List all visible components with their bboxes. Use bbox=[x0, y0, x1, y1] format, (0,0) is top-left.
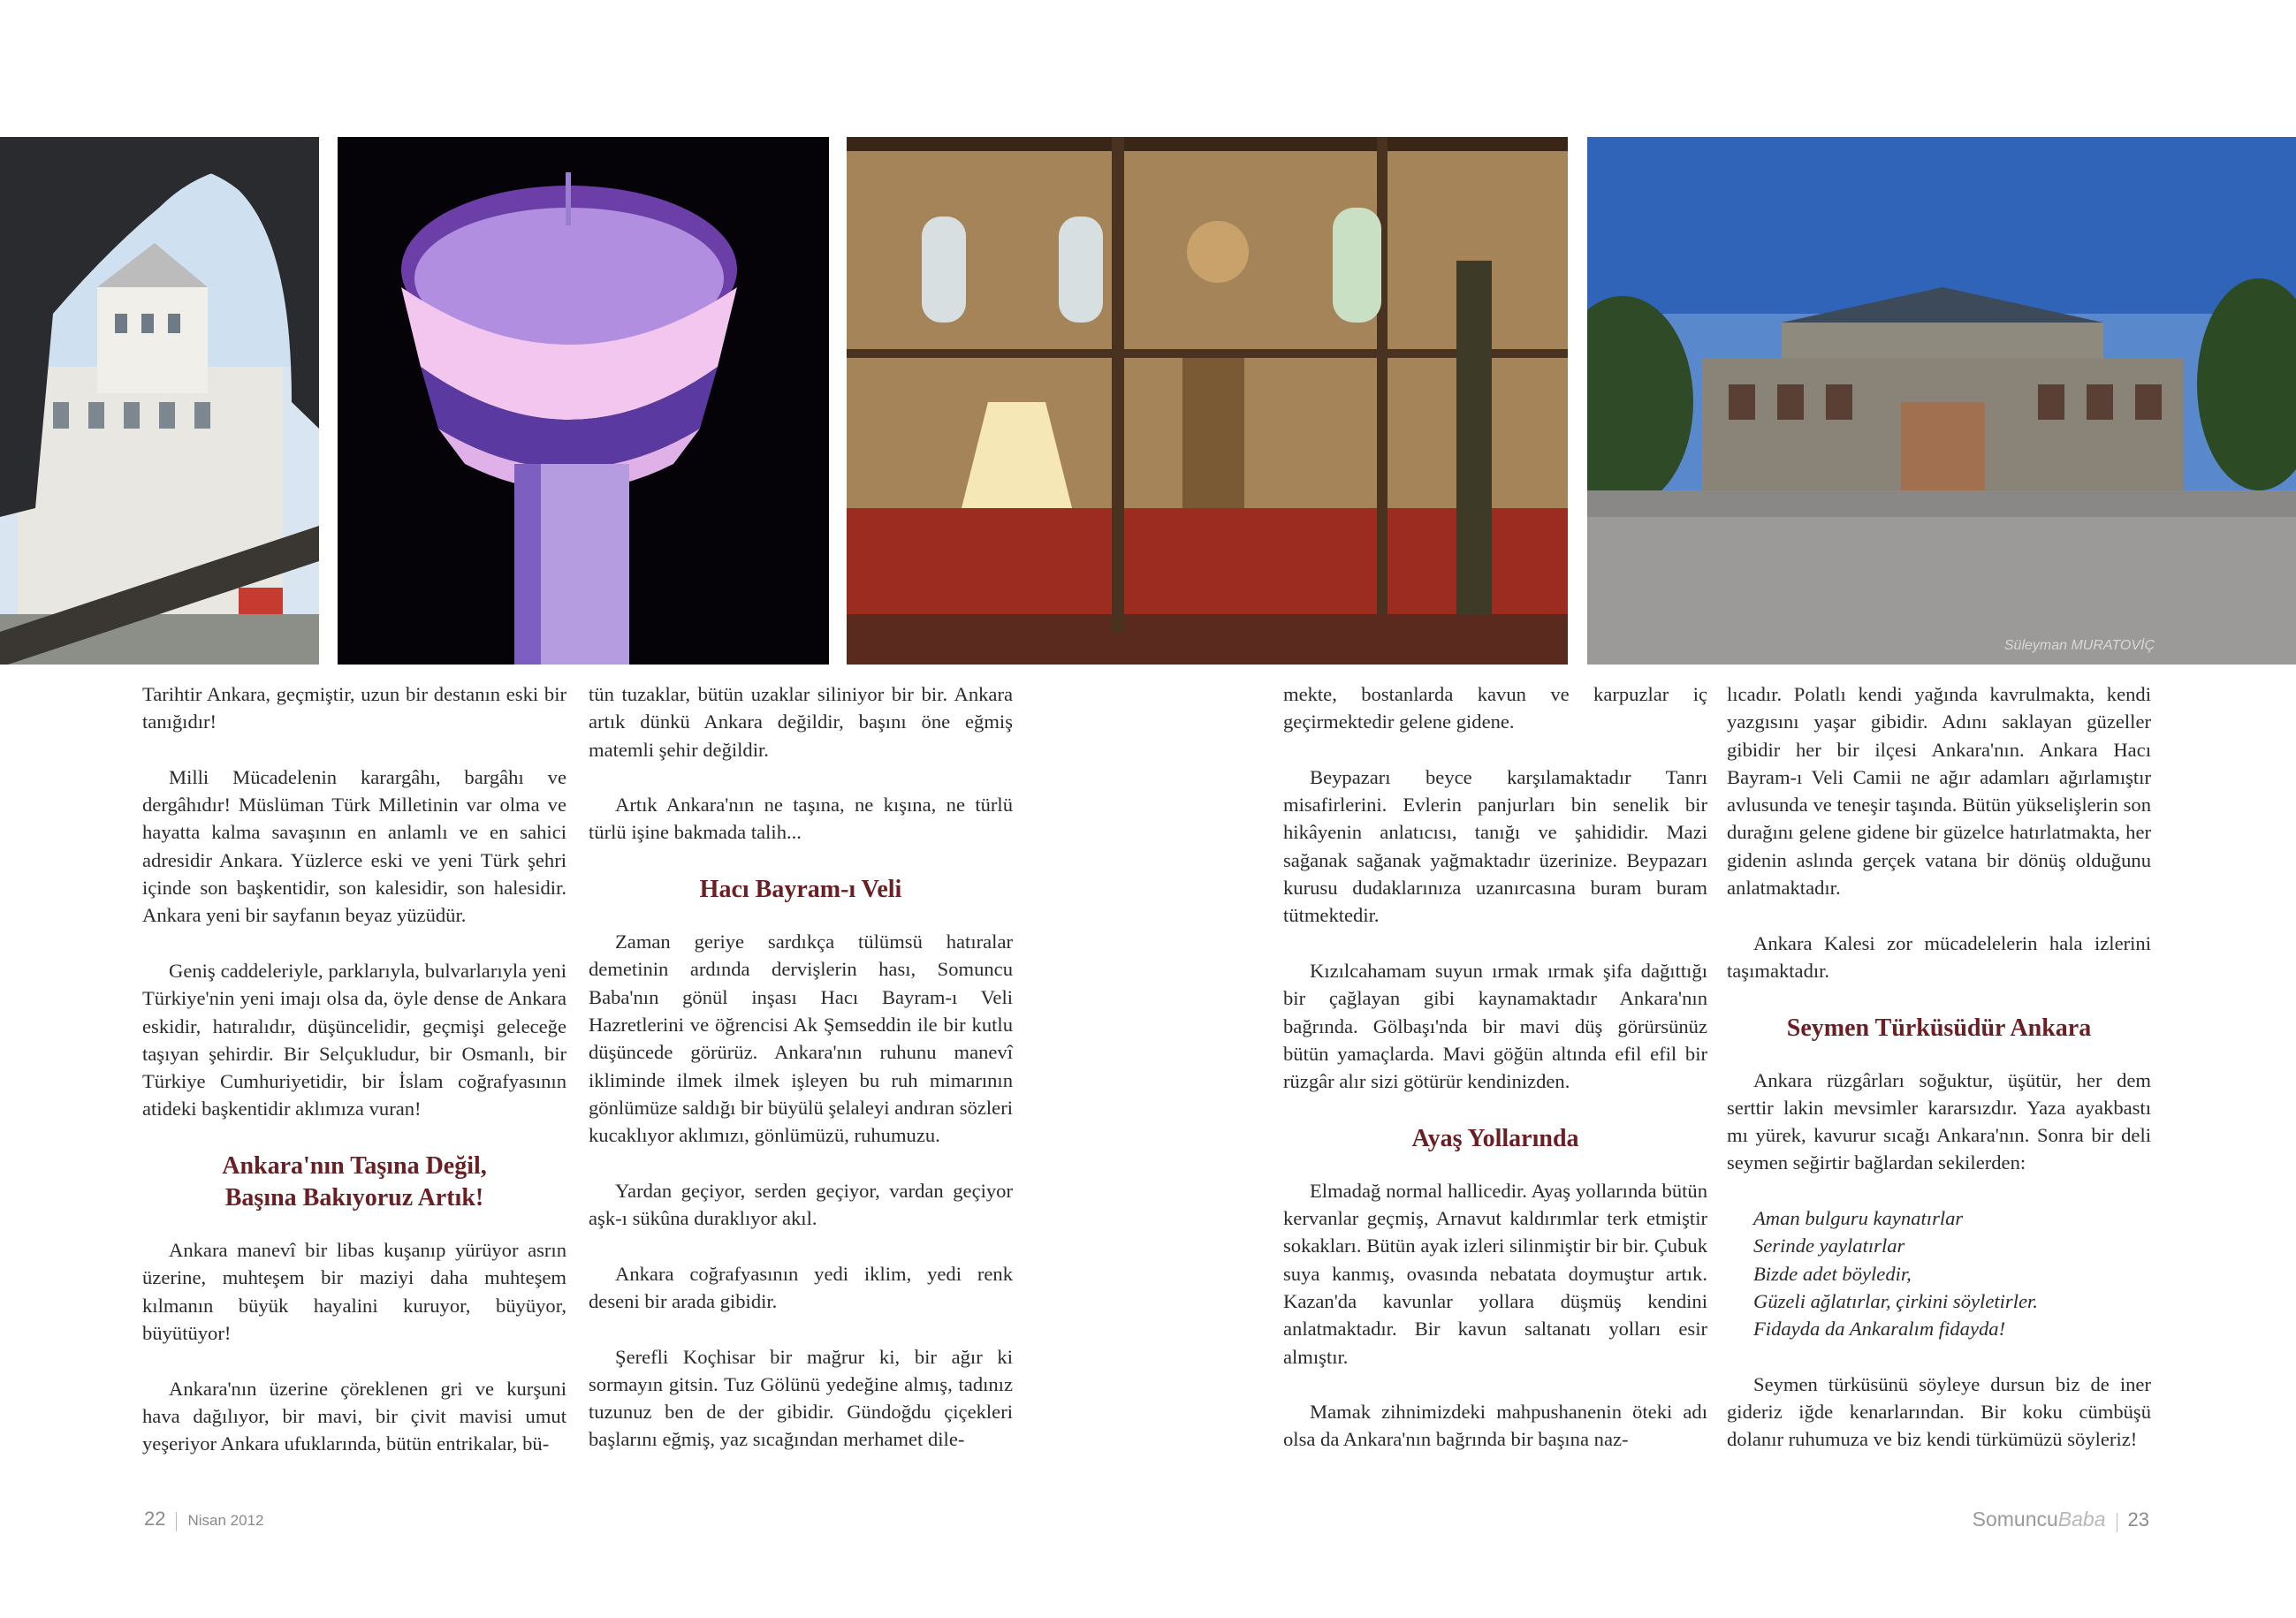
issue-date: Nisan 2012 bbox=[187, 1512, 264, 1529]
paragraph: Yardan geçiyor, serden geçiyor, vardan geçiyor aşk-ı sükûna duraklıyor akıl. bbox=[589, 1179, 1013, 1230]
heading-line: Ankara'nın Taşına Değil, bbox=[222, 1152, 487, 1181]
text-column-1 bbox=[142, 680, 566, 1485]
text-column-2 bbox=[589, 680, 1013, 1481]
photo-credit: Süleyman MURATOVİÇ bbox=[2003, 638, 2155, 653]
verse-line: Fidayda da Ankaralım fidayda! bbox=[1753, 1318, 2006, 1341]
paragraph: Ankara Kalesi zor mücadelelerin hala izlerini taşımaktadır. bbox=[1727, 931, 2151, 982]
paragraph: tün tuzaklar, bütün uzaklar siliniyor bir bir. Ankara artık dünkü Ankara değildir, başını öne eğmiş matemli şehir değildir. bbox=[589, 683, 1013, 761]
paragraph: Ankara coğrafyasının yedi iklim, yedi renk deseni bir arada gibidir. bbox=[589, 1262, 1013, 1312]
paragraph: Milli Mücadelenin karargâhı, bargâhı ve dergâhıdır! Müslüman Türk Milletinin var olma ve hayatta kalma savaşının en anlamlı ve en sahici adresidir Ankara. Yüzlerce eski ve yeni Türk şehri içinde son başkentidir, son kalesidir, son halesidir. Ankara yeni bir sayfanın beyaz yüzüdür. bbox=[142, 765, 566, 927]
footer-right bbox=[1973, 1508, 2149, 1532]
paragraph: Artık Ankara'nın ne taşına, ne kışına, ne türlü türlü işine bakmada talih... bbox=[589, 794, 1013, 844]
page-number: 22 bbox=[144, 1508, 166, 1530]
paragraph: Elmadağ normal hallicedir. Ayaş yollarında bütün kervanlar geçmiş, Arnavut kaldırımlar terk etmiştir sokakları. Bütün ayak izleri silinmiştir bir bir. Çubuk suya kanmış, ovasında nebatata doymuştur artık. Kazan'da kavunlar yollara düşmüş kendini anlatmaktadır. Bir kavun saltanatı yolları esir almıştır. bbox=[1283, 1179, 1707, 1368]
paragraph: Geniş caddeleriyle, parklarıyla, bulvarlarıyla yeni Türkiye'nin yeni imajı olsa da, öyle dense de Ankara eskidir, hatıralıdır, düşüncelidir, geçmişi geleceğe taşıyan şehirdir. Bir Selçukludur, bir Osmanlı, bir Türkiye Cumhuriyetidir, bir İslam coğrafyasının atideki başkentidir aklımıza vuran! bbox=[142, 959, 566, 1120]
footer-left bbox=[144, 1508, 264, 1531]
paragraph: Ankara rüzgârları soğuktur, üşütür, her dem serttir lakin mevsimler kararsızdır. Yaza ayakbastı mı yürek, kavurur sıcağı Ankara'nın. Sonra bir deli seymen seğirtir bağlardan sekilerden: bbox=[1727, 1068, 2151, 1174]
paragraph: Ankara'nın üzerine çöreklenen gri ve kurşuni hava dağılıyor, bir mavi, bir çivit mavisi umut yeşeriyor Ankara ufuklarında, bütün entrikalar, bü- bbox=[142, 1377, 566, 1455]
verse-line: Güzeli ağlatırlar, çirkini söyletirler. bbox=[1753, 1289, 2038, 1312]
section-heading-ayas: Ayaş Yollarında bbox=[1411, 1124, 1579, 1152]
section-heading-seymen: Seymen Türküsüdür Ankara bbox=[1786, 1014, 2092, 1042]
divider bbox=[176, 1512, 177, 1531]
paragraph: Zaman geriye sardıkça tülümsü hatıralar demetinin ardında dervişlerin hası, Somuncu Baba'nın gönül inşası Hacı Bayram-ı Veli Hazretlerini ve öğrencisi Ak Şemseddin ile bir kutlu düşüncede görürüz. Ankara'nın ruhunu manevî ikliminde ilmek ilmek işleyen bu ruh mimarının gönlümüze saldığı bir büyülü şelaleyi andıran sözleri kucaklıyor aklımızı, gönlümüzü, ruhumuzu. bbox=[589, 931, 1013, 1147]
verse-line: Aman bulguru kaynatırlar bbox=[1753, 1207, 1964, 1230]
paragraph: mekte, bostanlarda kavun ve karpuzlar iç geçirmektedir gelene gidene. bbox=[1283, 683, 1707, 733]
section-heading-ankara bbox=[142, 1151, 566, 1214]
text-column-3 bbox=[1283, 680, 1707, 1481]
page-number: 23 bbox=[2127, 1508, 2149, 1531]
text-column-4 bbox=[1727, 680, 2151, 1481]
paragraph: Ankara manevî bir libas kuşanıp yürüyor asrın üzerine, muhteşem bir maziyi daha muhteşem kılmanın büyük hayalini kuruyor, büyüyor, büyütüyor! bbox=[142, 1239, 566, 1344]
photo-ankara-castle-building bbox=[0, 137, 319, 665]
photo-first-parliament-building bbox=[1587, 137, 2296, 665]
heading-line: Başına Bakıyoruz Artık! bbox=[224, 1184, 484, 1212]
paragraph: Mamak zihnimizdeki mahpushanenin öteki adı olsa da Ankara'nın bağrında bir başına naz- bbox=[1283, 1401, 1707, 1451]
paragraph: Kızılcahamam suyun ırmak ırmak şifa dağıttığı bir çağlayan gibi kaynamaktadır Ankara'nın bağrında. Gölbaşı'nda bir mavi düş görürsünüz bütün yamaçlarda. Mavi göğün altında efil efil bir rüzgâr alır sizi götürür kendinizden. bbox=[1283, 959, 1707, 1093]
photo-haci-bayram-mosque-interior bbox=[847, 137, 1568, 665]
paragraph: lıcadır. Polatlı kendi yağında kavrulmakta, kendi yazgısını yaşar gibidir. Adını saklayan güzeller gibidir her bir ilçesi Ankara'nın. Ankara Hacı Bayram-ı Veli Camii ne ağır adamları ağırlamıştır avlusunda ve teneşir taşında. Bütün yükselişlerin son durağını gelene gidene bir güzelce hatırlatmakta, her gidenin aslında gerçek vatana bir dönüş olduğunu anlatmaktadır. bbox=[1727, 683, 2151, 900]
magazine-logo-part1: Somuncu bbox=[1972, 1508, 2058, 1531]
verse-line: Serinde yaylatırlar bbox=[1753, 1234, 1905, 1257]
paragraph: Şerefli Koçhisar bir mağrur ki, bir ağır ki sormayın gitsin. Tuz Gölünü yedeğine almış, tadınız tuzunuz ben de der gibidir. Gündoğdu çiçekleri başlarını eğmiş, yaz sıcağından merhamet dile- bbox=[589, 1345, 1013, 1451]
paragraph: Beypazarı beyce karşılamaktadır Tanrı misafirlerini. Evlerin panjurları bin senelik bir hikâyenin anlatıcısı, tanığı ve şahididir. Mazi sağanak sağanak yağmaktadır üzerinize. Beypazarı kurusu dudaklarınıza uzanırcasına buram buram tütmektedir. bbox=[1283, 765, 1707, 927]
photo-atakule-tower-night bbox=[338, 137, 829, 665]
paragraph: Seymen türküsünü söyleye dursun biz de iner gideriz iğde kenarlarından. Bir koku cümbüşü dolanır ruhumuza ve biz kendi türkümüzü söyleriz! bbox=[1727, 1372, 2151, 1451]
section-heading-haci-bayram: Hacı Bayram-ı Veli bbox=[699, 876, 902, 904]
folk-song-verse bbox=[1727, 1204, 2151, 1342]
paragraph: Tarihtir Ankara, geçmiştir, uzun bir destanın eski bir tanığıdır! bbox=[142, 683, 566, 733]
verse-line: Bizde adet böyledir, bbox=[1753, 1262, 1912, 1285]
magazine-logo-part2: Baba bbox=[2057, 1508, 2106, 1531]
